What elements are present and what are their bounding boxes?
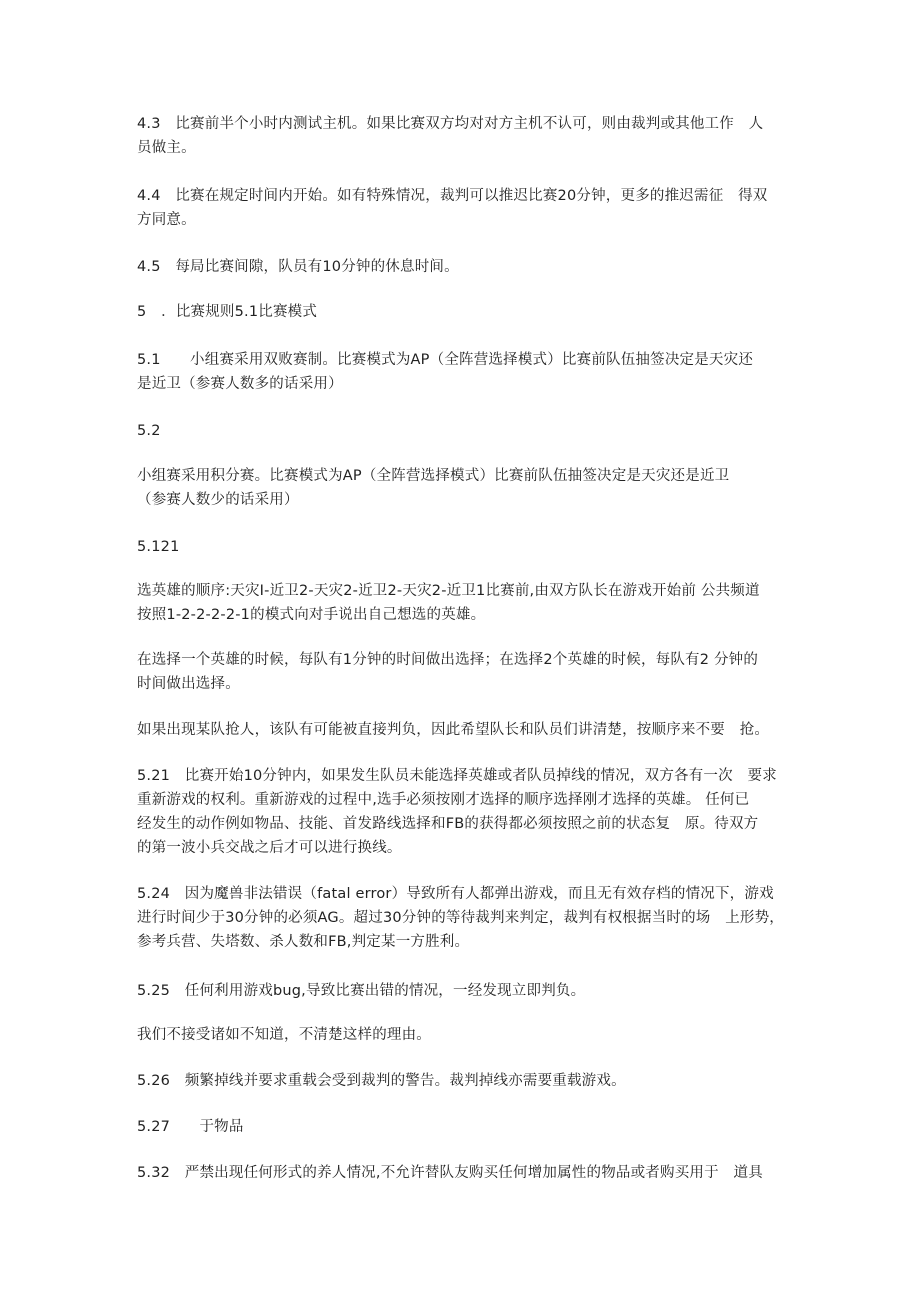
rule-5-24-line-2: 进行时间少于30分钟的必须AG。超过30分钟的等待裁判来判定，裁判有权根据当时的场 上形势， xyxy=(137,910,784,926)
rule-5-24-line-3: 参考兵营、失塔数、杀人数和FB,判定某一方胜利。 xyxy=(137,934,470,950)
rule-5-32-line: 5.32 严禁出现任何形式的养人情况,不允许替队友购买任何增加属性的物品或者购买用于 道具 xyxy=(137,1165,763,1181)
rule-5-27-line: 5.27 于物品 xyxy=(137,1119,244,1135)
rule-5-26-line: 5.26 频繁掉线并要求重载会受到裁判的警告。裁判掉线亦需要重载游戏。 xyxy=(137,1073,626,1089)
rule-4-5-line: 4.5 每局比赛间隙，队员有10分钟的休息时间。 xyxy=(137,259,459,275)
rule-5-24-line-1: 5.24 因为魔兽非法错误（fatal error）导致所有人都弹出游戏，而且无有效存档的情况下，游戏 xyxy=(137,886,774,902)
rule-4-4-line-2: 方同意。 xyxy=(137,212,196,228)
rule-5-21-line-3: 经发生的动作例如物品、技能、首发路线选择和FB的获得都必须按照之前的状态复 原。待双方 xyxy=(137,816,759,832)
rule-5-2-line-1: 小组赛采用积分赛。比赛模式为AP（全阵营选择模式）比赛前队伍抽签决定是天灾还是近卫 xyxy=(137,468,730,484)
rule-4-3-line-2: 员做主。 xyxy=(137,140,196,156)
rule-5-2-line-2: （参赛人数少的话采用） xyxy=(137,492,299,508)
section-5-heading: 5 ．比赛规则5.1比赛模式 xyxy=(137,304,318,320)
rule-5-21-line-2: 重新游戏的权利。重新游戏的过程中,选手必须按刚才选择的顺序选择刚才选择的英雄。 任何已 xyxy=(137,792,750,808)
rule-5-25-line: 5.25 任何利用游戏bug,导致比赛出错的情况，一经发现立即判负。 xyxy=(137,983,586,999)
rule-5-2-number: 5.2 xyxy=(137,423,161,439)
rule-5-121-number: 5.121 xyxy=(137,539,180,555)
pick-time-line-1: 在选择一个英雄的时候，每队有1分钟的时间做出选择；在选择2个英雄的时候，每队有2 分钟的 xyxy=(137,652,759,668)
rule-4-3-line-1: 4.3 比赛前半个小时内测试主机。如果比赛双方均对对方主机不认可，则由裁判或其他工作 人 xyxy=(137,116,764,132)
rule-5-1-line-2: 是近卫（参赛人数多的话采用） xyxy=(137,376,343,392)
rule-4-4-line-1: 4.4 比赛在规定时间内开始。如有特殊情况，裁判可以推迟比赛20分钟，更多的推迟需征 得双 xyxy=(137,188,768,204)
pick-time-line-2: 时间做出选择。 xyxy=(137,676,240,692)
rule-5-21-line-4: 的第一波小兵交战之后才可以进行换线。 xyxy=(137,840,402,856)
snatch-rule-line: 如果出现某队抢人，该队有可能被直接判负，因此希望队长和队员们讲清楚，按顺序来不要 抢。 xyxy=(137,722,770,738)
excuse-rule-line: 我们不接受诸如不知道，不清楚这样的理由。 xyxy=(137,1027,431,1043)
rule-5-21-line-1: 5.21 比赛开始10分钟内，如果发生队员未能选择英雄或者队员掉线的情况，双方各有一次 要求 xyxy=(137,768,777,784)
pick-order-line-1: 选英雄的顺序:天灾I-近卫2-天灾2-近卫2-天灾2-近卫1比赛前,由双方队长在游戏开始前 公共频道 xyxy=(137,583,760,599)
rule-5-1-line-1: 5.1 小组赛采用双败赛制。比赛模式为AP（全阵营选择模式）比赛前队伍抽签决定是天灾还 xyxy=(137,352,754,368)
pick-order-line-2: 按照1-2-2-2-2-1的模式向对手说出自己想选的英雄。 xyxy=(137,607,486,623)
